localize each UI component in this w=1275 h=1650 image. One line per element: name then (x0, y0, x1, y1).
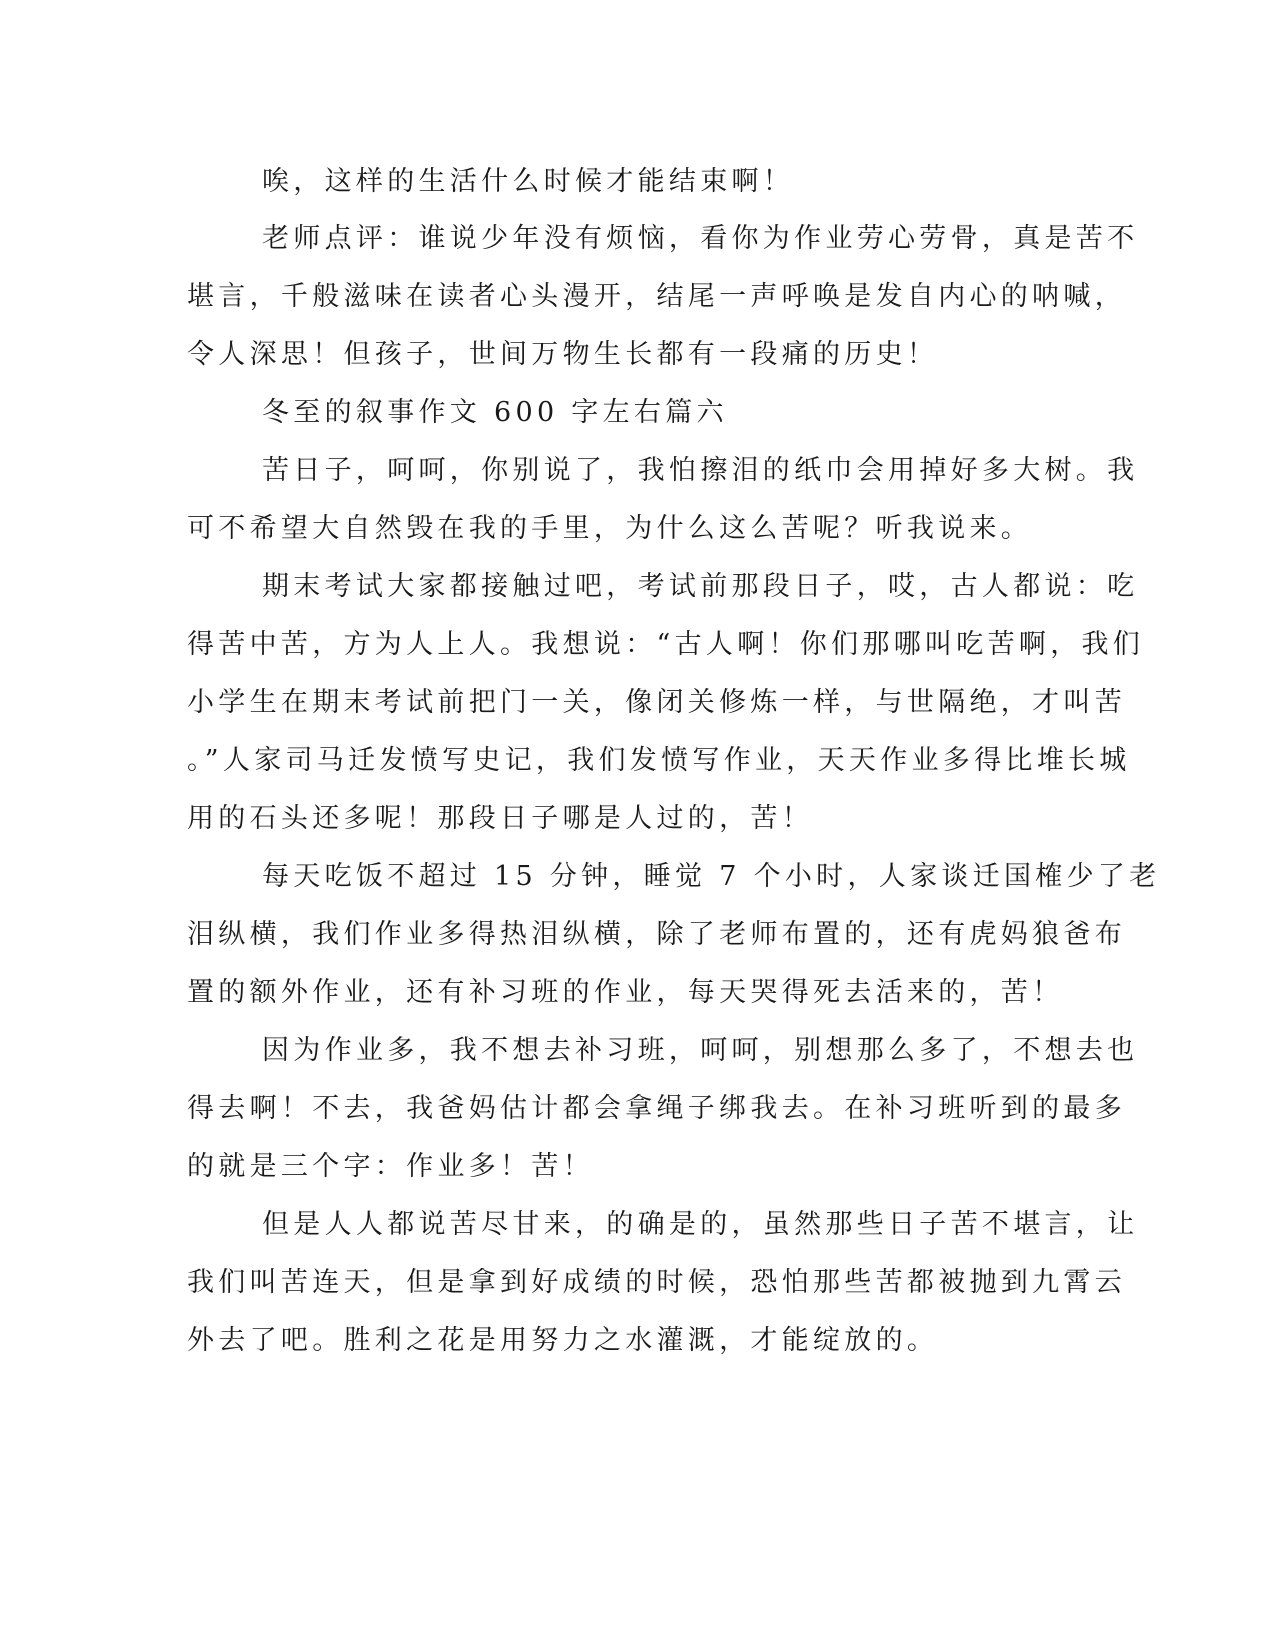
paragraph-line: 因为作业多，我不想去补习班，呵呵，别想那么多了，不想去也 (262, 1035, 1139, 1066)
paragraph-line: 外去了吧。胜利之花是用努力之水灌溉，才能绽放的。 (187, 1325, 939, 1356)
section-title: 冬至的叙事作文 600 字左右篇六 (262, 397, 728, 428)
paragraph-line: 可不希望大自然毁在我的手里，为什么这么苦呢？听我说来。 (187, 513, 1033, 544)
paragraph-line: 老师点评：谁说少年没有烦恼，看你为作业劳心劳骨，真是苦不 (262, 223, 1139, 254)
paragraph-line: 小学生在期末考试前把门一关，像闭关修炼一样，与世隔绝，才叫苦 (187, 687, 1126, 718)
paragraph-line: 每天吃饭不超过 15 分钟，睡觉 7 个小时，人家谈迁国榷少了老 (262, 861, 1161, 892)
paragraph-line: 期末考试大家都接触过吧，考试前那段日子，哎，古人都说：吃 (262, 571, 1139, 602)
paragraph-line: 。”人家司马迁发愤写史记，我们发愤写作业，天天作业多得比堆长城 (187, 745, 1131, 776)
paragraph-line: 泪纵横，我们作业多得热泪纵横，除了老师布置的，还有虎妈狼爸布 (187, 919, 1126, 950)
paragraph-line: 苦日子，呵呵，你别说了，我怕擦泪的纸巾会用掉好多大树。我 (262, 455, 1139, 486)
paragraph-line: 令人深思！但孩子，世间万物生长都有一段痛的历史！ (187, 339, 939, 370)
paragraph-line: 置的额外作业，还有补习班的作业，每天哭得死去活来的，苦！ (187, 977, 1064, 1008)
paragraph-line: 堪言，千般滋味在读者心头漫开，结尾一声呼唤是发自内心的呐喊， (187, 281, 1126, 312)
paragraph-line: 我们叫苦连天，但是拿到好成绩的时候，恐怕那些苦都被抛到九霄云 (187, 1267, 1126, 1298)
paragraph-line: 的就是三个字：作业多！苦！ (187, 1151, 594, 1182)
paragraph-line: 唉，这样的生活什么时候才能结束啊！ (262, 166, 795, 197)
paragraph-line: 用的石头还多呢！那段日子哪是人过的，苦！ (187, 803, 813, 834)
paragraph-line: 但是人人都说苦尽甘来，的确是的，虽然那些日子苦不堪言，让 (262, 1209, 1139, 1240)
paragraph-line: 得苦中苦，方为人上人。我想说：“古人啊！你们那哪叫吃苦啊，我们 (187, 629, 1145, 660)
paragraph-line: 得去啊！不去，我爸妈估计都会拿绳子绑我去。在补习班听到的最多 (187, 1093, 1126, 1124)
